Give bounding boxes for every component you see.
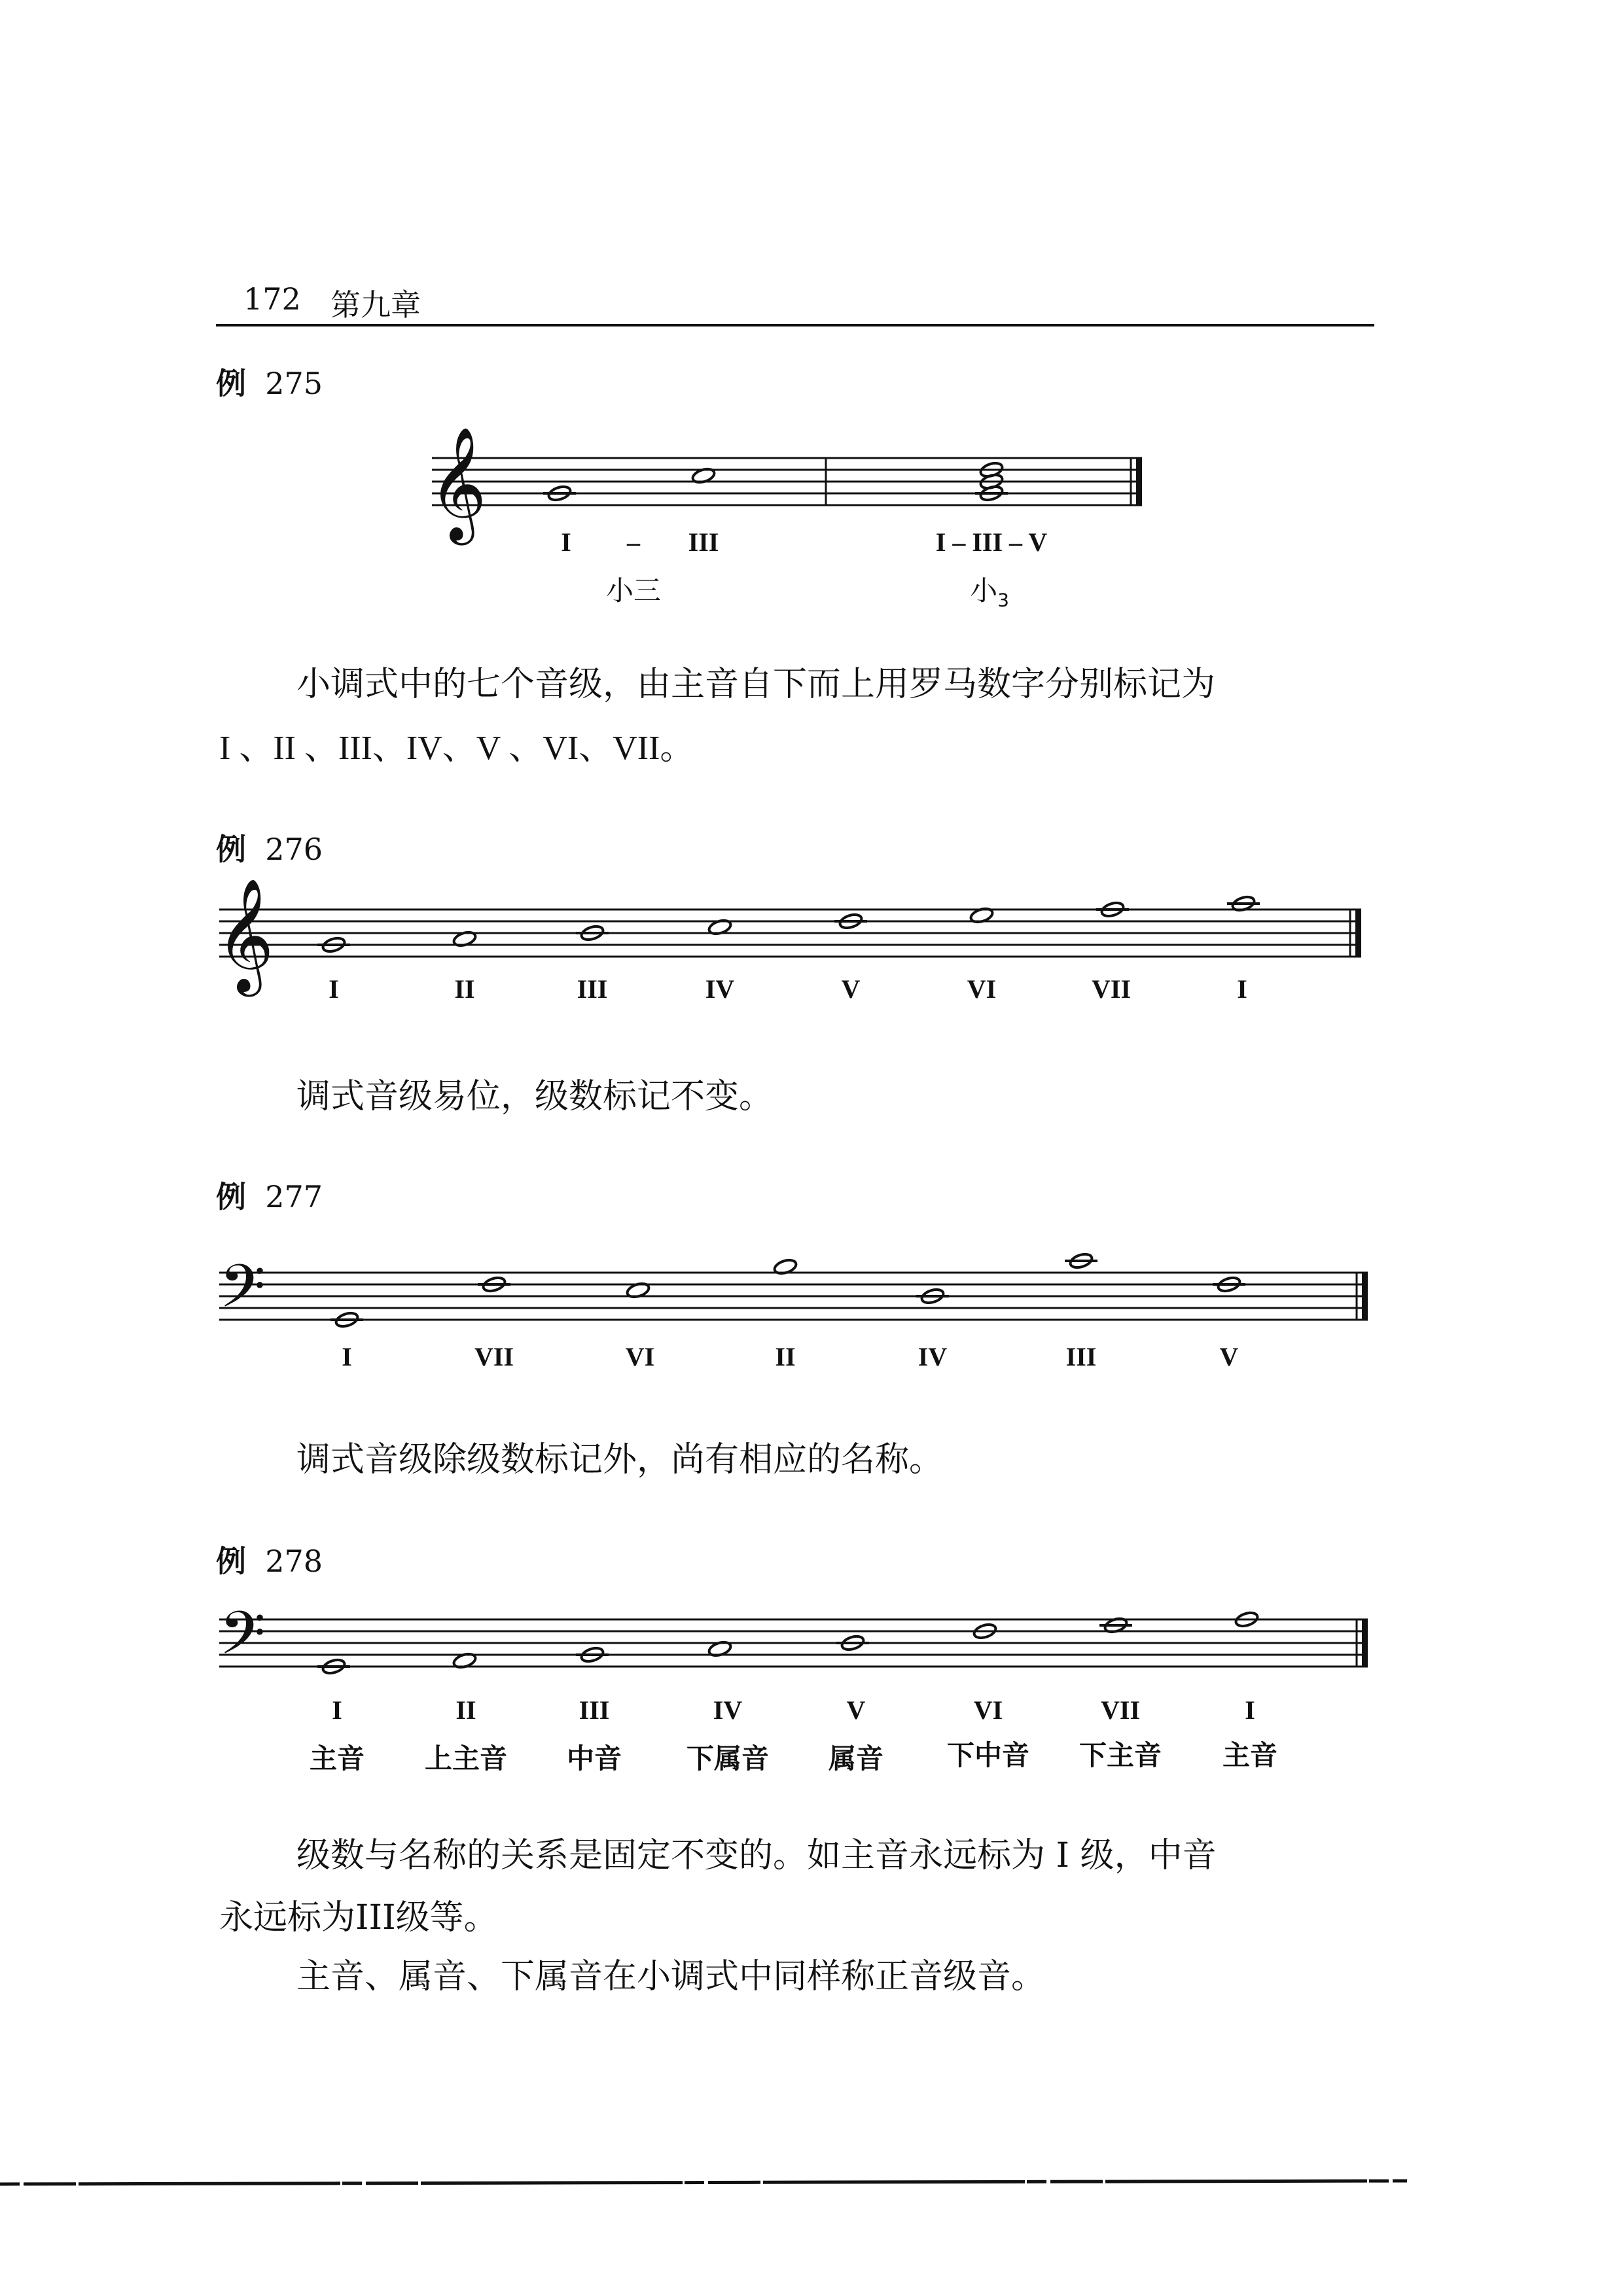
- treble-clef-icon: 𝄞: [216, 878, 274, 992]
- chapter-title: 第九章: [330, 287, 421, 323]
- degree-label: V: [846, 1695, 866, 1725]
- page-number: 172: [243, 281, 301, 317]
- degree-label: VII: [474, 1342, 514, 1371]
- treble-clef-icon: 𝄞: [429, 427, 487, 540]
- paragraph-5: 主音、属音、下属音在小调式中同样称正音级音。: [296, 1957, 1046, 1996]
- degree-label: II: [775, 1342, 796, 1371]
- degree-label: III: [1065, 1342, 1097, 1371]
- degree-label: IV: [918, 1342, 948, 1371]
- degree-label: VI: [973, 1695, 1003, 1725]
- example-label-char: 例: [216, 366, 246, 401]
- degree-label: III: [579, 1695, 610, 1725]
- degree-label: I – III – V: [935, 527, 1048, 557]
- paragraph-4-line-1: 级数与名称的关系是固定不变的。如主音永远标为 I 级，中音: [296, 1836, 1217, 1875]
- example-label-char: 例: [216, 1179, 246, 1214]
- degree-name: 下中音: [946, 1739, 1029, 1771]
- degree-name: 属音: [828, 1742, 883, 1775]
- degree-label: II: [454, 974, 475, 1004]
- example-label-char: 例: [216, 832, 246, 867]
- degree-label: II: [455, 1695, 476, 1725]
- example-label-char: 例: [216, 1544, 246, 1579]
- degree-name: 下主音: [1079, 1739, 1162, 1771]
- chord-name-text: 小: [970, 574, 998, 607]
- paragraph-2: 调式音级易位，级数标记不变。: [296, 1077, 774, 1116]
- degree-label: III: [577, 974, 608, 1004]
- degree-label: I: [329, 974, 339, 1004]
- paragraph-3: 调式音级除级数标记外，尚有相应的名称。: [296, 1440, 944, 1479]
- example-label-num: 276: [265, 832, 323, 867]
- degree-label: IV: [713, 1695, 743, 1725]
- paragraph-1-line-1: 小调式中的七个音级，由主音自下而上用罗马数字分别标记为: [296, 665, 1216, 704]
- degree-name: 上主音: [424, 1742, 507, 1775]
- degree-label: VI: [625, 1342, 655, 1371]
- degree-dash: –: [627, 527, 640, 557]
- degree-name: 主音: [309, 1742, 365, 1775]
- degree-label: I: [1237, 974, 1247, 1004]
- degree-label: VII: [1091, 974, 1132, 1004]
- example-label-num: 275: [265, 366, 323, 401]
- degree-label: V: [1219, 1342, 1239, 1371]
- degree-label: I: [561, 527, 571, 557]
- degree-label: V: [841, 974, 861, 1004]
- degree-label: III: [688, 527, 719, 557]
- degree-label: IV: [705, 974, 735, 1004]
- chord-name: 小三: [605, 574, 661, 607]
- degree-name: 主音: [1222, 1739, 1277, 1771]
- degree-label: I: [342, 1342, 352, 1371]
- example-label-num: 278: [265, 1544, 323, 1579]
- degree-name: 下属音: [686, 1742, 769, 1775]
- paragraph-4-line-2: 永远标为III级等。: [219, 1898, 498, 1937]
- chord-name-subscript: 3: [997, 589, 1009, 611]
- degree-label: VII: [1100, 1695, 1141, 1725]
- bass-clef-icon: 𝄢: [219, 1598, 266, 1682]
- degree-label: VI: [967, 974, 997, 1004]
- example-label-num: 277: [265, 1179, 323, 1214]
- degree-label: I: [1245, 1695, 1255, 1725]
- paragraph-1-line-2: I 、II 、III、IV、V 、VI、VII。: [219, 730, 694, 767]
- bass-clef-icon: 𝄢: [219, 1252, 266, 1335]
- degree-name: 中音: [566, 1742, 622, 1775]
- degree-label: I: [332, 1695, 342, 1725]
